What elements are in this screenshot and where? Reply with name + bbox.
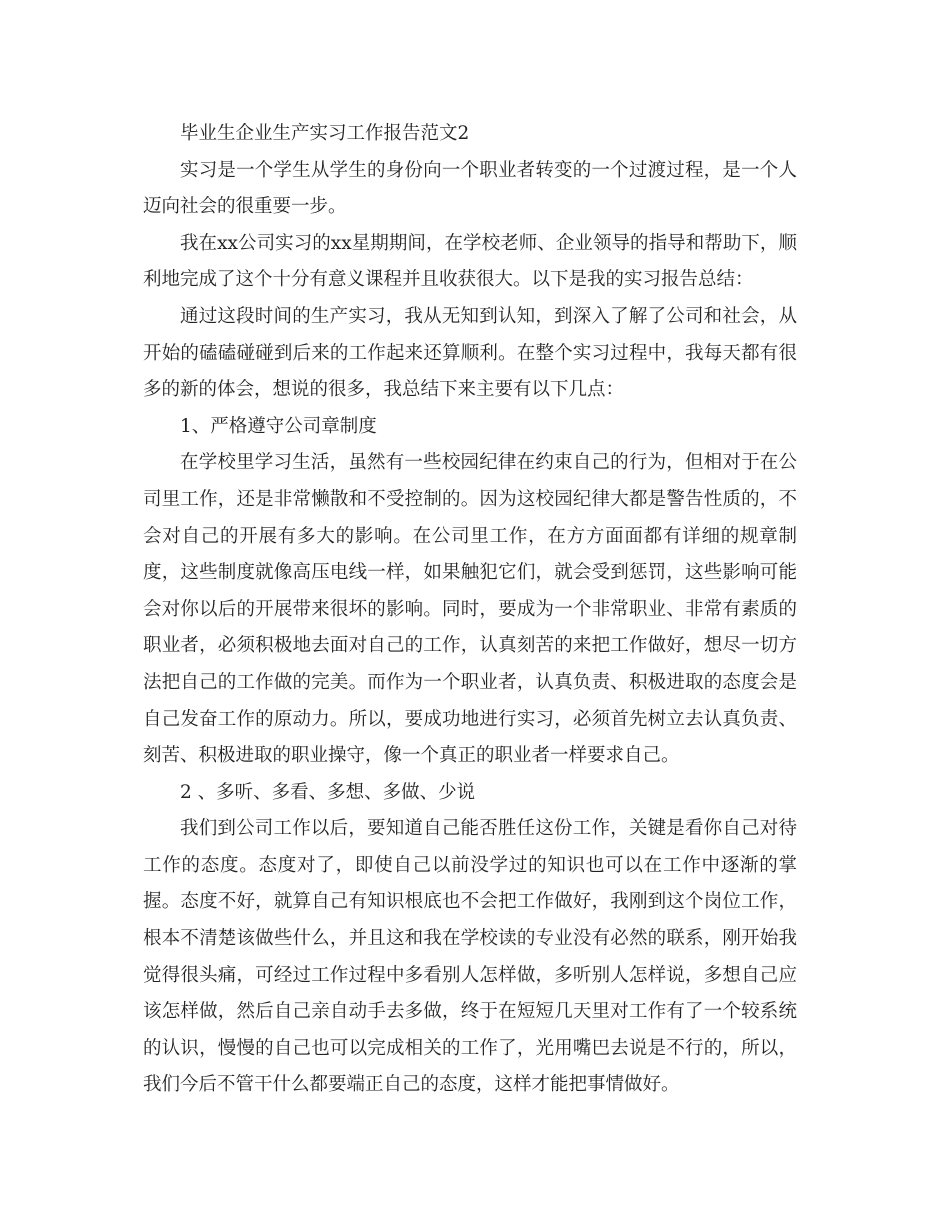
paragraph-section-2: 我们到公司工作以后，要知道自己能否胜任这份工作，关键是看你自己对待工作的态度。态度对了，即使自己以前没学过的知识也可以在工作中逐渐的掌握。态度不好，就算自己有知识根底也不会把工作做好，我刚到这个岗位工作，根本不清楚该做些什么，并且这和我在学校读的专业没有必然的联系，刚开始我觉得很头痛，可经过工作过程中多看别人怎样做，多听别人怎样说，多想自己应该怎样做，然后自己亲自动手去多做，终于在短短几天里对工作有了一个较系统的认识，慢慢的自己也可以完成相关的工作了，光用嘴巴去说是不行的，所以，我们今后不管干什么都要端正自己的态度，这样才能把事情做好。 <box>143 818 797 1096</box>
paragraph-internship-context: 我在xx公司实习的xx星期期间，在学校老师、企业领导的指导和帮助下，顺利地完成了这个十分有意义课程并且收获很大。以下是我的实习报告总结： <box>143 232 797 291</box>
paragraph-section-1: 在学校里学习生活，虽然有一些校园纪律在约束自己的行为，但相对于在公司里工作，还是非常懒散和不受控制的。因为这校园纪律大都是警告性质的，不会对自己的开展有多大的影响。在公司里工作，在方方面面都有详细的规章制度，这些制度就像高压电线一样，如果触犯它们，就会受到惩罚，这些影响可能会对你以后的开展带来很坏的影响。同时，要成为一个非常职业、非常有素质的职业者，必须积极地去面对自己的工作，认真刻苦的来把工作做好，想尽一切方法把自己的工作做的完美。而作为一个职业者，认真负责、积极进取的态度会是自己发奋工作的原动力。所以，要成功地进行实习，必须首先树立去认真负责、刻苦、积极进取的职业操守，像一个真正的职业者一样要求自己。 <box>143 452 797 767</box>
document-body <box>143 116 797 1104</box>
section-heading-2: 2 、多听、多看、多想、多做、少说 <box>180 781 476 803</box>
section-heading-1: 1、严格遵守公司章制度 <box>180 415 377 437</box>
paragraph-intro: 实习是一个学生从学生的身份向一个职业者转变的一个过渡过程，是一个人迈向社会的很重要一步。 <box>143 159 797 218</box>
paragraph-overview: 通过这段时间的生产实习，我从无知到认知，到深入了解了公司和社会，从开始的磕磕碰碰到后来的工作起来还算顺利。在整个实习过程中，我每天都有很多的新的体会，想说的很多，我总结下来主要有以下几点： <box>143 305 797 401</box>
document-title: 毕业生企业生产实习工作报告范文2 <box>180 123 470 144</box>
